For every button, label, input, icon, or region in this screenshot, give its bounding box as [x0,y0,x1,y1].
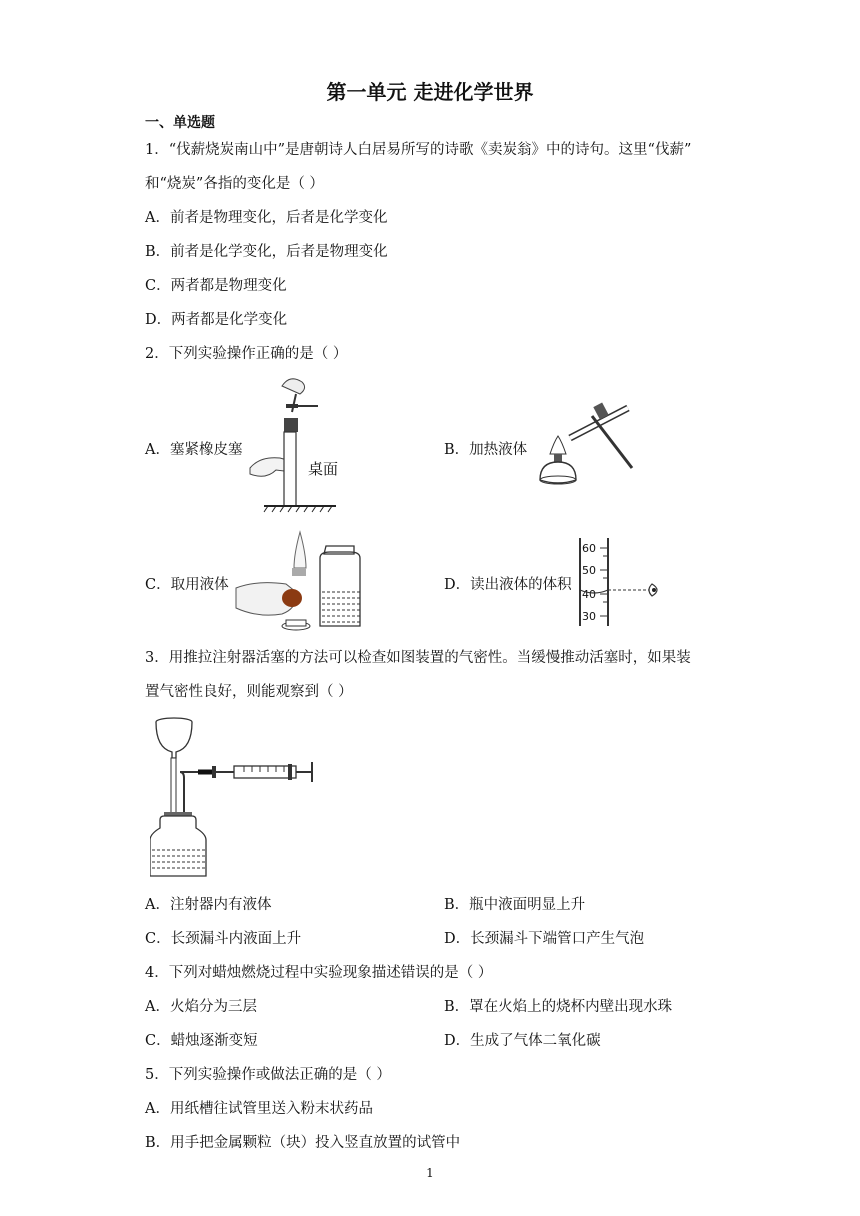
q3-option-a: A．注射器内有液体 [145,897,272,913]
q2-figure-c [232,528,372,634]
section-heading: 一、单选题 [145,115,215,131]
q3-option-b: B．瓶中液面明显上升 [444,897,586,913]
desk-label: 桌面 [308,460,339,478]
page-title: 第一单元 走进化学世界 [326,80,534,104]
q4-stem: 4．下列对蜡烛燃烧过程中实验现象描述错误的是（ ） [145,965,493,981]
q4-option-d: D．生成了气体二氧化碳 [444,1033,601,1049]
q2-option-d: D．读出液体的体积 [444,577,572,593]
tick-label-50: 50 [582,564,596,577]
q1-stem-line2: 和“烧炭”各指的变化是（ ） [145,176,324,192]
tick-label-40: 40 [582,588,596,601]
q1-stem-line1: 1．“伐薪烧炭南山中”是唐朝诗人白居易所写的诗歌《卖炭翁》中的诗句。这里“伐薪” [145,142,692,158]
q2-figure-b [528,398,638,502]
q5-option-b: B．用手把金属颗粒（块）投入竖直放置的试管中 [145,1135,461,1151]
q3-stem-line2: 置气密性良好，则能观察到（ ） [145,684,353,700]
q2-option-c: C．取用液体 [145,577,229,593]
q3-apparatus-figure [150,714,320,878]
q4-option-b: B．罩在火焰上的烧杯内壁出现水珠 [444,999,673,1015]
q3-option-d: D．长颈漏斗下端管口产生气泡 [444,931,645,947]
q1-option-d: D．两者都是化学变化 [145,312,288,328]
q3-stem-line1: 3．用推拉注射器活塞的方法可以检查如图装置的气密性。当缓慢推动活塞时，如果装 [145,650,691,666]
q1-option-c: C．两者都是物理变化 [145,278,287,294]
q2-stem: 2．下列实验操作正确的是（ ） [145,346,348,362]
q5-stem: 5．下列实验操作或做法正确的是（ ） [145,1067,391,1083]
q4-option-c: C．蜡烛逐渐变短 [145,1033,258,1049]
tick-label-30: 30 [582,610,596,623]
q4-option-a: A．火焰分为三层 [145,999,257,1015]
q1-option-a: A．前者是物理变化，后者是化学变化 [145,210,388,226]
q3-option-c: C．长颈漏斗内液面上升 [145,931,302,947]
q2-figure-a [244,376,344,518]
q2-option-a: A．塞紧橡皮塞 [145,442,243,458]
q2-figure-d [574,536,670,632]
tick-label-60: 60 [582,542,596,555]
q5-option-a: A．用纸槽往试管里送入粉末状药品 [145,1101,373,1117]
q1-option-b: B．前者是化学变化，后者是物理变化 [145,244,388,260]
q2-option-b: B．加热液体 [444,442,528,458]
page-number: 1 [426,1166,434,1180]
